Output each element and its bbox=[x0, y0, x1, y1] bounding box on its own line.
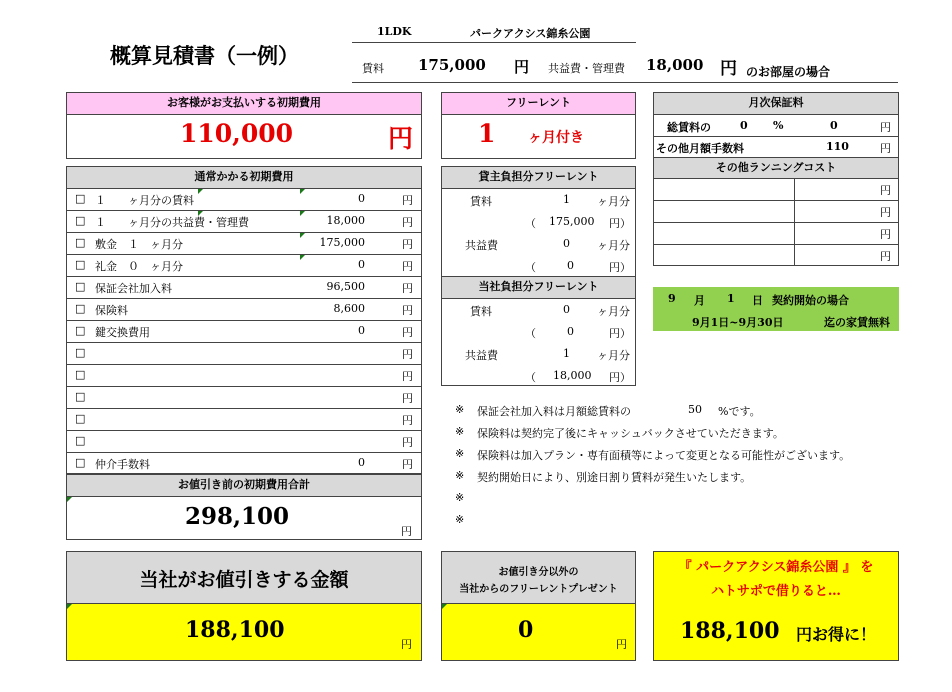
row-yen: 円 bbox=[402, 216, 413, 229]
header-common-value: 18,000 bbox=[646, 56, 704, 74]
table-row bbox=[66, 298, 422, 320]
row-amount: 0 bbox=[358, 324, 365, 337]
percent-sign: % bbox=[773, 119, 784, 132]
note-mark-2: ※ bbox=[455, 425, 465, 438]
company-free-rent-label: 当社負担分フリーレント bbox=[442, 277, 635, 298]
row-label: 保証会社加入料 bbox=[95, 282, 172, 295]
usual-costs-label: 通常かかる初期費用 bbox=[67, 167, 421, 188]
table-row bbox=[66, 386, 422, 408]
note-mark-6: ※ bbox=[455, 513, 465, 526]
row-yen: 円 bbox=[402, 304, 413, 317]
landlord-free-rent-label: 貸主負担分フリーレント bbox=[442, 167, 635, 188]
company-common-months-suffix: ヶ月分 bbox=[597, 349, 630, 362]
row-checkbox[interactable]: □ bbox=[75, 456, 86, 469]
row-checkbox[interactable]: □ bbox=[75, 192, 86, 205]
row-label: 保険料 bbox=[95, 304, 128, 317]
monthly-guarantee-label: 月次保証料 bbox=[654, 93, 898, 114]
row-label: 仲介手数料 bbox=[95, 458, 150, 471]
table-row bbox=[66, 430, 422, 452]
company-rent-months-suffix: ヶ月分 bbox=[597, 305, 630, 318]
company-rent-months: 0 bbox=[563, 303, 570, 316]
row-checkbox[interactable]: □ bbox=[75, 258, 86, 271]
contract-month-label: 月 bbox=[694, 294, 705, 307]
savings-line2: ハトサポで借りると… bbox=[711, 584, 841, 599]
row-checkbox[interactable]: □ bbox=[75, 302, 86, 315]
subtotal-label: お値引き前の初期費用合計 bbox=[67, 475, 421, 496]
savings-suffix: 円お得に！ bbox=[796, 625, 877, 644]
row-amount: 18,000 bbox=[326, 214, 365, 227]
present-amount: 0 bbox=[518, 617, 534, 643]
table-row bbox=[66, 408, 422, 430]
running-cost-yen-1: 円 bbox=[880, 184, 891, 197]
initial-payment-label: お客様がお支払いする初期費用 bbox=[67, 93, 421, 114]
row-amount: 8,600 bbox=[333, 302, 365, 315]
savings-amount: 188,100 bbox=[680, 618, 780, 644]
landlord-rent-label: 賃料 bbox=[470, 195, 492, 208]
company-common-open: （ bbox=[525, 371, 536, 384]
landlord-common-open: （ bbox=[525, 261, 536, 274]
free-rent-suffix: ヶ月付き bbox=[528, 130, 584, 146]
landlord-common-months: 0 bbox=[563, 237, 570, 250]
table-row bbox=[66, 320, 422, 342]
row-label: １ ヶ月分の共益費・管理費 bbox=[95, 216, 249, 229]
discount-amount: 188,100 bbox=[185, 617, 285, 643]
header-line-bottom bbox=[352, 82, 898, 83]
landlord-common-months-suffix: ヶ月分 bbox=[597, 239, 630, 252]
row-checkbox[interactable]: □ bbox=[75, 390, 86, 403]
present-label-line1: お値引き分以外の bbox=[498, 567, 579, 578]
header-line-top bbox=[352, 42, 636, 43]
total-rent-label: 総賃料の bbox=[667, 121, 711, 134]
table-row bbox=[66, 452, 422, 474]
room-type: 1LDK bbox=[377, 25, 412, 38]
row-label: 鍵交換費用 bbox=[95, 326, 150, 339]
header-rent-value: 175,000 bbox=[418, 56, 486, 74]
note-mark-4: ※ bbox=[455, 469, 465, 482]
landlord-rent-close: 円） bbox=[609, 217, 631, 230]
note-3: 保険料は加入プラン・専有面積等によって変更となる可能性がございます。 bbox=[477, 449, 851, 462]
row-yen: 円 bbox=[402, 414, 413, 427]
note-mark-5: ※ bbox=[455, 491, 465, 504]
row-checkbox[interactable]: □ bbox=[75, 236, 86, 249]
row-yen: 円 bbox=[402, 194, 413, 207]
company-rent-label: 賃料 bbox=[470, 305, 492, 318]
discount-label: 当社がお値引きする金額 bbox=[139, 569, 349, 591]
total-rent-yen: 円 bbox=[880, 121, 891, 134]
row-amount: 0 bbox=[358, 192, 365, 205]
row-amount: 0 bbox=[358, 258, 365, 271]
company-rent-amount: 0 bbox=[567, 325, 574, 338]
note-1-pre: 保証会社加入料は月額総賃料の bbox=[477, 405, 631, 418]
header-rent-yen: 円 bbox=[514, 58, 530, 76]
row-yen: 円 bbox=[402, 238, 413, 251]
total-rent-amount: 0 bbox=[830, 119, 838, 132]
contract-day-label: 日 bbox=[752, 294, 763, 307]
row-checkbox[interactable]: □ bbox=[75, 214, 86, 227]
row-amount: 0 bbox=[358, 456, 365, 469]
landlord-rent-months: 1 bbox=[563, 193, 570, 206]
other-fee-yen: 円 bbox=[880, 142, 891, 155]
other-fee-label: その他月額手数料 bbox=[656, 142, 744, 155]
row-yen: 円 bbox=[402, 458, 413, 471]
row-yen: 円 bbox=[402, 282, 413, 295]
landlord-common-close: 円） bbox=[609, 261, 631, 274]
row-amount: 96,500 bbox=[326, 280, 365, 293]
company-rent-open: （ bbox=[525, 327, 536, 340]
row-checkbox[interactable]: □ bbox=[75, 324, 86, 337]
note-1-post: %です。 bbox=[718, 405, 761, 418]
initial-payment-yen: 円 bbox=[388, 124, 414, 153]
free-rent-months: 1 bbox=[478, 119, 496, 148]
total-rent-percent: 0 bbox=[740, 119, 748, 132]
discount-yen: 円 bbox=[401, 638, 412, 651]
running-cost-yen-2: 円 bbox=[880, 206, 891, 219]
table-row bbox=[66, 342, 422, 364]
row-label: １ ヶ月分の賃料 bbox=[95, 194, 194, 207]
present-yen: 円 bbox=[616, 638, 627, 651]
savings-line1: 『 パークアクシス錦糸公園 』 を bbox=[678, 560, 874, 575]
landlord-rent-months-suffix: ヶ月分 bbox=[597, 195, 630, 208]
header-common-label: 共益費・管理費 bbox=[548, 62, 625, 75]
note-1-percent: 50 bbox=[688, 403, 702, 416]
contract-period: 9月1日~9月30日 bbox=[692, 316, 784, 329]
contract-day: 1 bbox=[727, 292, 735, 305]
row-label: 敷金 １ ヶ月分 bbox=[95, 238, 183, 251]
note-4: 契約開始日により、別途日割り賃料が発生いたします。 bbox=[477, 471, 752, 484]
row-yen: 円 bbox=[402, 436, 413, 449]
header-rent-label: 賃料 bbox=[362, 62, 384, 75]
table-row bbox=[66, 188, 422, 210]
page-title: 概算見積書（一例） bbox=[110, 43, 299, 68]
landlord-rent-amount: 175,000 bbox=[549, 215, 595, 228]
row-yen: 円 bbox=[402, 260, 413, 273]
row-label: 礼金 ０ ヶ月分 bbox=[95, 260, 183, 273]
row-checkbox[interactable]: □ bbox=[75, 368, 86, 381]
landlord-common-amount: 0 bbox=[567, 259, 574, 272]
company-common-amount: 18,000 bbox=[553, 369, 592, 382]
header-room-case: のお部屋の場合 bbox=[746, 65, 831, 79]
table-row bbox=[66, 364, 422, 386]
contract-case-label: 契約開始の場合 bbox=[772, 294, 849, 307]
table-row bbox=[66, 210, 422, 232]
company-common-months: 1 bbox=[563, 347, 570, 360]
property-name: パークアクシス錦糸公園 bbox=[470, 27, 591, 40]
present-label-line2: 当社からのフリーレントプレゼント bbox=[459, 584, 618, 595]
row-yen: 円 bbox=[402, 348, 413, 361]
header-common-yen: 円 bbox=[720, 59, 737, 79]
contract-free-label: 迄の家賃無料 bbox=[824, 316, 890, 329]
row-yen: 円 bbox=[402, 370, 413, 383]
initial-payment-amount: 110,000 bbox=[180, 119, 294, 148]
company-common-label: 共益費 bbox=[465, 349, 498, 362]
company-rent-close: 円） bbox=[609, 327, 631, 340]
running-costs-label: その他ランニングコスト bbox=[654, 158, 898, 178]
present-amount-bg bbox=[442, 604, 635, 660]
running-cost-yen-3: 円 bbox=[880, 228, 891, 241]
table-row bbox=[66, 232, 422, 254]
contract-month: 9 bbox=[668, 292, 676, 305]
table-row bbox=[66, 276, 422, 298]
other-fee-amount: 110 bbox=[826, 140, 849, 153]
subtotal-yen: 円 bbox=[401, 525, 412, 538]
company-common-close: 円） bbox=[609, 371, 631, 384]
subtotal-amount: 298,100 bbox=[185, 503, 290, 530]
row-yen: 円 bbox=[402, 392, 413, 405]
row-amount: 175,000 bbox=[319, 236, 365, 249]
row-yen: 円 bbox=[402, 326, 413, 339]
running-cost-yen-4: 円 bbox=[880, 250, 891, 263]
row-checkbox[interactable]: □ bbox=[75, 434, 86, 447]
note-mark-3: ※ bbox=[455, 447, 465, 460]
row-checkbox[interactable]: □ bbox=[75, 280, 86, 293]
note-mark-1: ※ bbox=[455, 403, 465, 416]
table-row bbox=[66, 254, 422, 276]
free-rent-label: フリーレント bbox=[442, 93, 635, 114]
row-checkbox[interactable]: □ bbox=[75, 346, 86, 359]
landlord-common-label: 共益費 bbox=[465, 239, 498, 252]
note-2: 保険料は契約完了後にキャッシュバックさせていただきます。 bbox=[477, 427, 784, 440]
landlord-rent-open: （ bbox=[525, 217, 536, 230]
row-checkbox[interactable]: □ bbox=[75, 412, 86, 425]
